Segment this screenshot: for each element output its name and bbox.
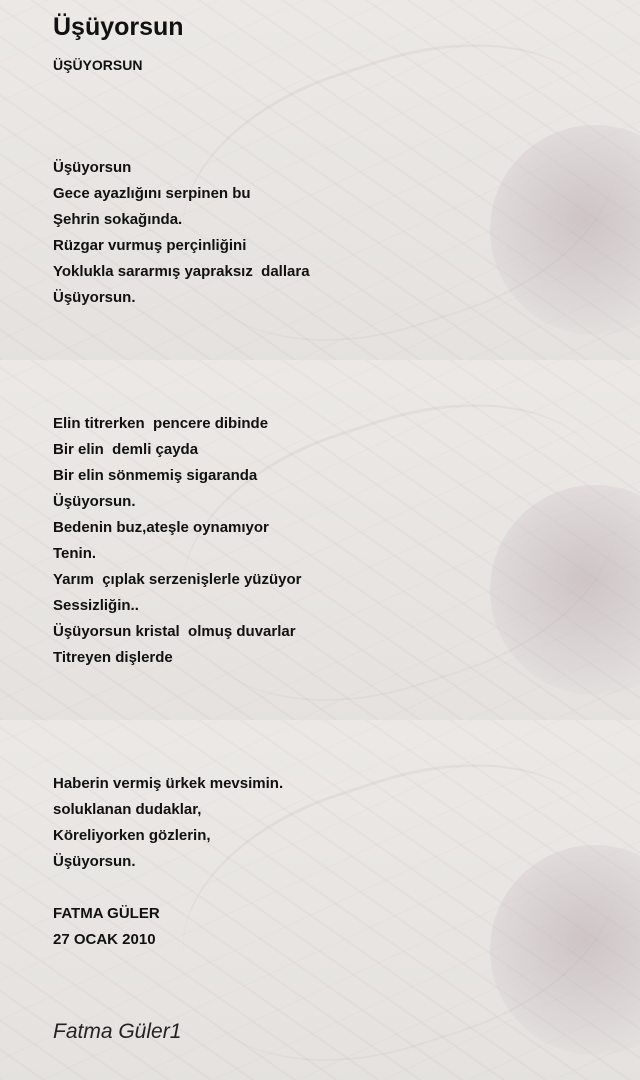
poem-line: Tenin.: [53, 545, 97, 562]
poem-line: Üşüyorsun.: [53, 853, 136, 870]
poem-line: Yoklukla sararmış yapraksız dallara: [53, 263, 310, 280]
poem-line: Bedenin buz,ateşle oynamıyor: [53, 519, 269, 536]
poem-title: Üşüyorsun: [53, 13, 184, 41]
signature-name: FATMA GÜLER: [53, 905, 160, 922]
poem-line: Üşüyorsun.: [53, 289, 136, 306]
poem-line: Elin titrerken pencere dibinde: [53, 415, 269, 432]
poem-line: Köreliyorken gözlerin,: [53, 827, 211, 844]
author-link[interactable]: Fatma Güler1: [53, 1020, 182, 1043]
poem-subtitle: ÜŞÜYORSUN: [53, 57, 143, 73]
poem-line: Üşüyorsun.: [53, 493, 136, 510]
poem-line: Haberin vermiş ürkek mevsimin.: [53, 775, 284, 792]
poem-line: Titreyen dişlerde: [53, 649, 173, 666]
poem-line: Rüzgar vurmuş perçinliğini: [53, 237, 247, 254]
poem-line: Gece ayazlığını serpinen bu: [53, 185, 251, 202]
poem-line: Bir elin sönmemiş sigaranda: [53, 467, 258, 484]
poem-line: Bir elin demli çayda: [53, 441, 199, 458]
poem-stanza-1: [53, 155, 310, 311]
poem-line: Sessizliğin..: [53, 597, 139, 614]
signature-date: 27 OCAK 2010: [53, 931, 156, 948]
poem-line: Üşüyorsun: [53, 159, 132, 176]
poem-signature: [53, 901, 160, 953]
poem-stanza-2: [53, 411, 301, 671]
poem-line: Yarım çıplak serzenişlerle yüzüyor: [53, 571, 302, 588]
poem-line: soluklanan dudaklar,: [53, 801, 202, 818]
poem-line: Üşüyorsun kristal olmuş duvarlar: [53, 623, 296, 640]
poem-line: Şehrin sokağında.: [53, 211, 183, 228]
poem-stanza-3: [53, 771, 283, 875]
